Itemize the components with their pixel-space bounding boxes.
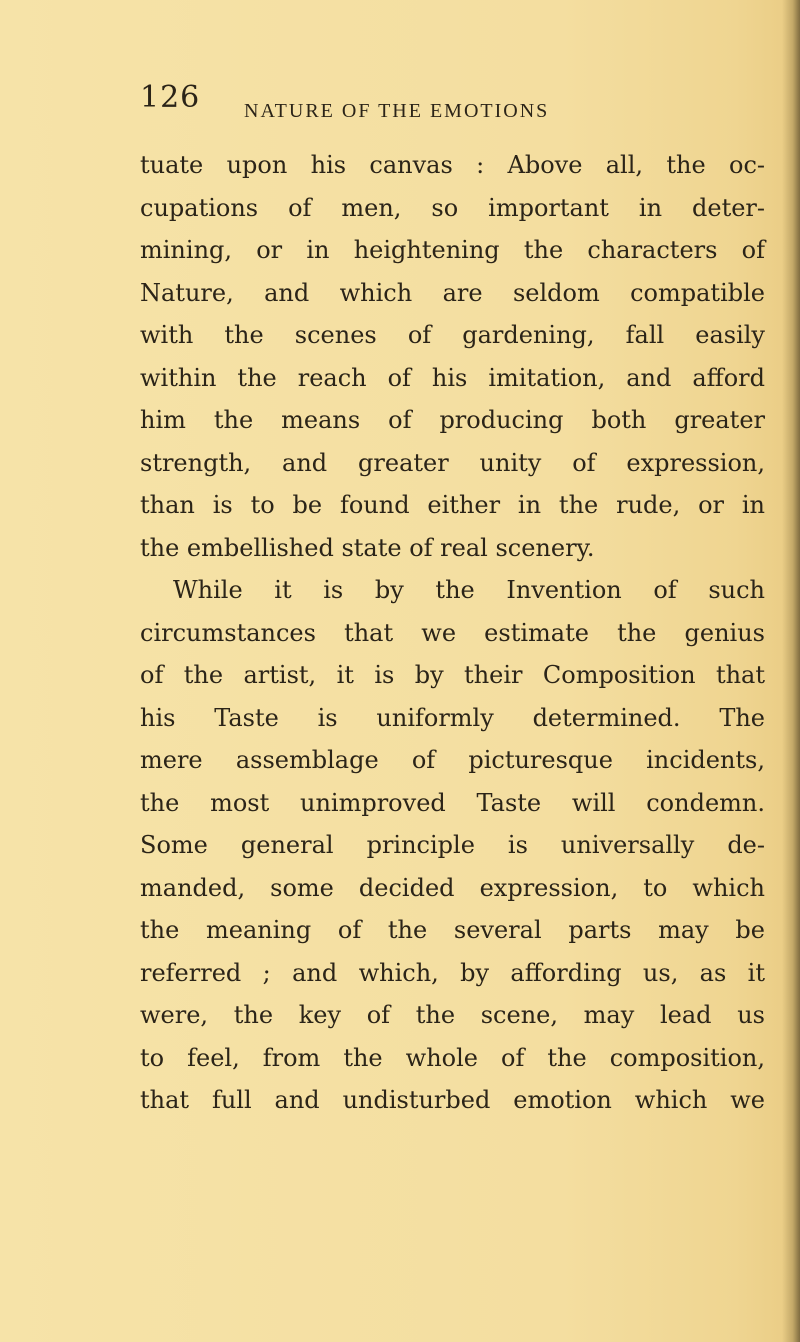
text-line: the embellished state of real scenery.: [140, 533, 595, 562]
text-line: circumstances that we estimate the genius: [140, 618, 765, 647]
text-line: mining, or in heightening the characters of: [140, 236, 765, 264]
text-line: within the reach of his imitation, and afford: [140, 363, 765, 392]
text-line: to feel, from the whole of the composition,: [140, 1043, 765, 1072]
text-line: than is to be found either in the rude, or in: [140, 491, 765, 519]
page-number: 126: [140, 80, 201, 115]
text-line: Some general principle is universally de-: [140, 831, 765, 859]
text-line: that full and undisturbed emotion which we: [140, 1086, 765, 1114]
text-line: strength, and greater unity of expression,: [140, 448, 765, 477]
text-line: referred ; and which, by affording us, as it: [140, 958, 765, 987]
text-line: the meaning of the several parts may be: [140, 916, 765, 944]
text-line: his Taste is uniformly determined. The: [140, 703, 765, 732]
page-edge-shadow: [782, 0, 800, 1342]
text-line: were, the key of the scene, may lead us: [140, 1001, 765, 1029]
text-line: him the means of producing both greater: [140, 406, 765, 434]
text-line: with the scenes of gardening, fall easily: [140, 321, 765, 349]
text-line: cupations of men, so important in deter-: [140, 193, 765, 222]
text-line: the most unimproved Taste will condemn.: [140, 788, 765, 817]
text-line: of the artist, it is by their Composition that: [140, 661, 765, 689]
text-line: Nature, and which are seldom compatible: [140, 278, 765, 307]
text-line: mere assemblage of picturesque incidents,: [140, 746, 765, 774]
text-line: manded, some decided expression, to which: [140, 873, 765, 902]
running-head: NATURE OF THE EMOTIONS: [244, 100, 550, 122]
text-line: tuate upon his canvas : Above all, the oc-: [140, 151, 765, 179]
body-text: [140, 144, 765, 1122]
paragraph-start-line: While it is by the Invention of such: [173, 576, 765, 604]
